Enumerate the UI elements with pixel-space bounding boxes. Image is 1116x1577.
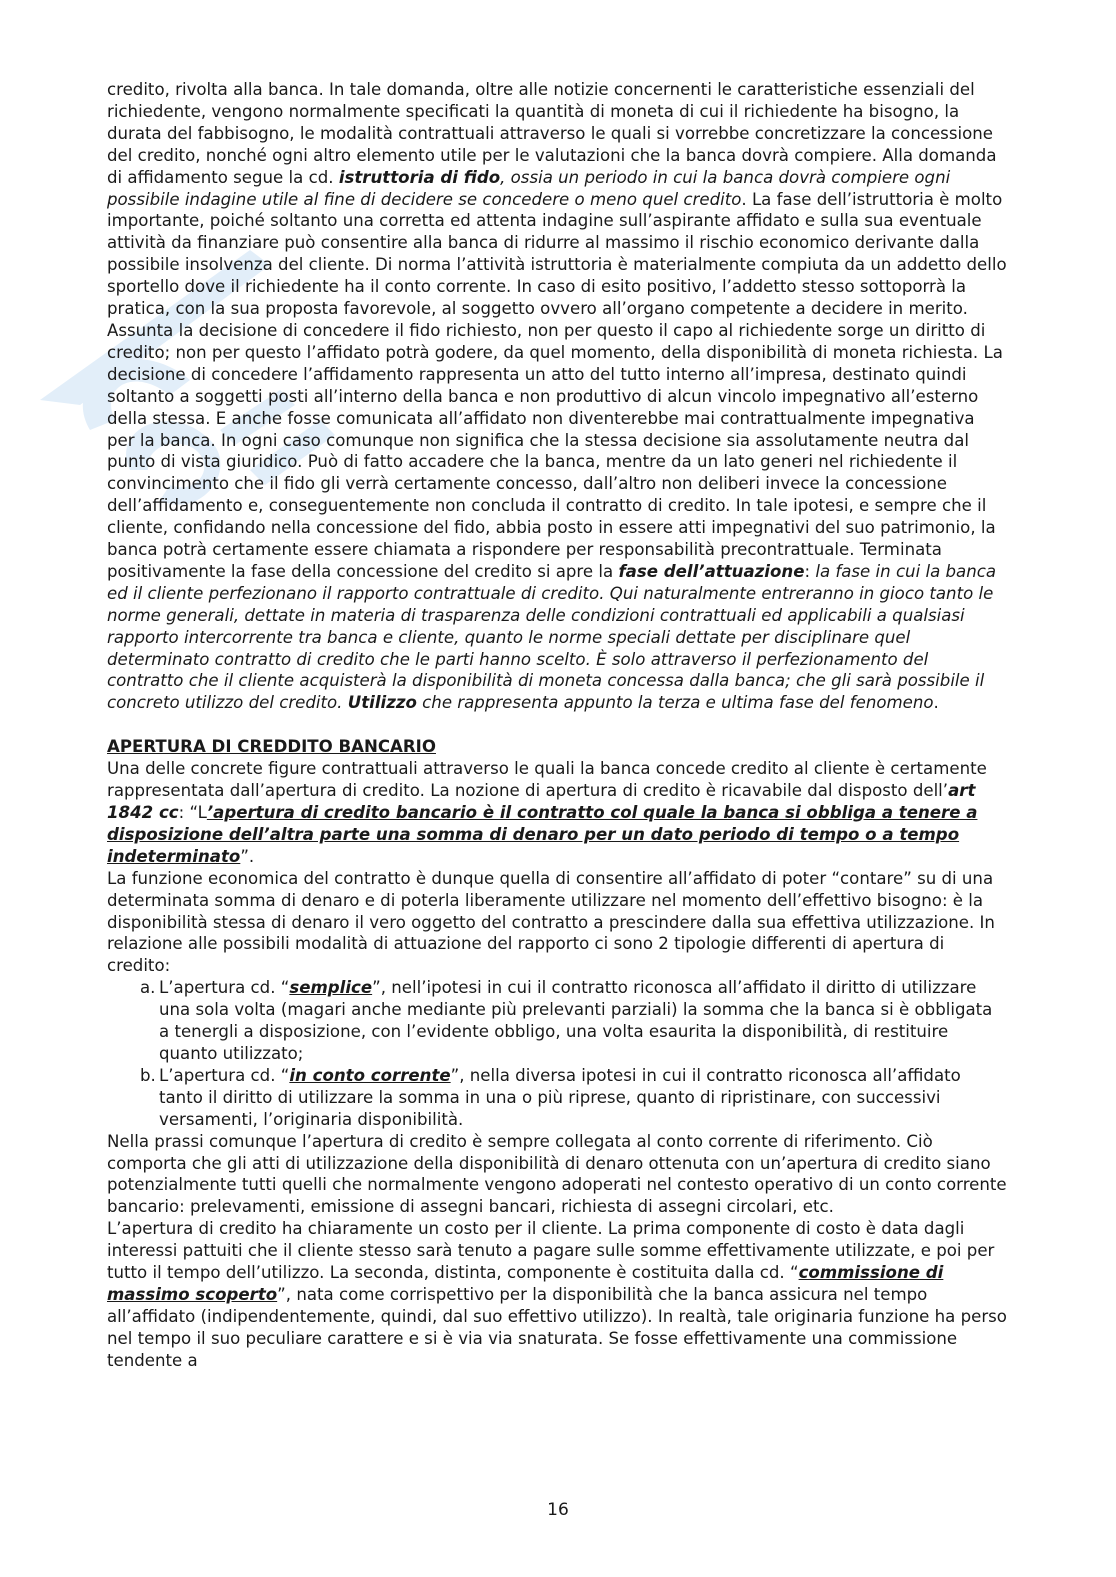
term-semplice: semplice <box>289 978 373 998</box>
paragraph-definition <box>107 758 1007 868</box>
paragraph-practice: Nella prassi comunque l’apertura di credito è sempre collegata al conto corrente di riferimento. Ciò comporta che gli atti di utilizzazione della disponibilità di denaro ottenuta con un’apertura di credito siano potenzialmente tutti quelli che normalmente vengono adoperati nel contesto operativo di un conto corrente bancario: prelevamenti, emissione di assegni bancari, richiesta di assegni circolari, etc. <box>107 1131 1007 1217</box>
term-utilizzo: Utilizzo <box>347 693 417 713</box>
text-run: ”, nell’ipotesi in cui il contratto riconosca all’affidato il diritto di utilizzare una sola volta (magari anche mediante più prelevanti parziali) la somma che la banca si è obbligata a tenergli a disposizione, con l’evidente obbligo, una volta esaurita la disponibilità, di restituire quanto utilizzato; <box>159 978 993 1063</box>
text-run: ”. <box>240 846 255 866</box>
text-run: : <box>804 561 816 581</box>
text-run: . La fase dell’istruttoria è molto importante, poiché soltanto una corretta ed attenta indagine sull’aspirante affidato e sulla sua eventuale attività da finanziare può consentire alla banca di ridurre al massimo il rischio economico derivante dalla possibile insolvenza del cliente. Di norma l’attività istruttoria è materialmente compiuta da un addetto dello sportello dove il richiedente ha il conto corrente. In caso di esito positivo, l’addetto stesso sottoporrà la pratica, con la sua proposta favorevole, al soggetto ovvero all’organo competente a decidere in merito. Assunta la decisione di concedere il fido richiesto, non per questo il capo al richiedente sorge un diritto di credito; non per questo l’affidato potrà godere, da quel momento, della disponibilità di moneta richiesta. La decisione di concedere l’affidamento rappresenta un atto del tutto interno all’impresa, destinato quindi soltanto a soggetti posti all’interno della banca e non produttivo di alcun vincolo impegnativo all’esterno della stessa. E anche fosse comunicata all’affidato non diventerebbe mai contrattualmente impegnativa per la banca. In ogni caso comunque non significa che la stessa decisione sia assolutamente neutra dal punto di vista giuridico. Può di fatto accadere che la banca, mentre da un lato generi nel richiedente il convincimento che il fido gli verrà certamente concesso, dall’altro non deliberi invece la concessione dell’affidamento e, conseguentemente non concluda il contratto di credito. In tale ipotesi, e sempre che il cliente, confidando nella concessione del fido, abbia posto in essere atti impegnativi del suo patrimonio, la banca potrà certamente essere chiamata a rispondere per responsabilità precontrattuale. Terminata positivamente la fase della concessione del credito si apre la <box>107 189 1007 581</box>
text-run: Una delle concrete figure contrattuali attraverso le quali la banca concede credito al cliente è certamente rappresentata dall’apertura di credito. La nozione di apertura di credito è ricavabile dal disposto dell’ <box>107 759 987 801</box>
italic-run: che rappresenta appunto la terza e ultima fase del fenomeno <box>416 693 934 713</box>
list-item <box>107 1065 1007 1131</box>
term-istruttoria-di-fido: istruttoria di fido <box>338 167 501 187</box>
paragraph-cost <box>107 1218 1007 1371</box>
text-run: L’apertura cd. “ <box>159 1065 290 1085</box>
term-commissione-massimo-scoperto: commissione di massimo scoperto <box>107 1263 944 1304</box>
section-heading: APERTURA DI CREDDITO BANCARIO <box>107 737 436 757</box>
text-run: L’apertura di credito ha chiaramente un costo per il cliente. La prima componente di costo è data dagli interessi pattuiti che il cliente stesso sarà tenuto a pagare sulle somme effettivamente utilizzate, e poi per tutto il tempo dell’utilizzo. La seconda, distinta, componente è costituita dalla cd. “ <box>107 1219 995 1283</box>
typology-list <box>107 977 1007 1130</box>
text-run: . <box>933 693 939 713</box>
text-content <box>107 79 1007 1372</box>
paragraph-economic-function: La funzione economica del contratto è dunque quella di consentire all’affidato di poter “contare” su di una determinata somma di denaro e di poterla liberamente utilizzare nel momento dell’effettivo bisogno: è la disponibilità stessa di denaro il vero oggetto del contratto a prescindere dalla sua effettiva utilizzazione. In relazione alle possibili modalità di attuazione del rapporto ci sono 2 tipologie differenti di apertura di credito: <box>107 868 995 976</box>
text-run: L’apertura cd. “ <box>159 978 290 998</box>
text-run: ”, nata come corrispettivo per la disponibilità che la banca assicura nel tempo all’affidato (indipendentemente, quindi, dal suo effettivo utilizzo). In realtà, tale originaria funzione ha perso nel tempo il suo peculiare carattere e si è via via snaturata. Se fosse effettivamente una commissione tendente a <box>107 1284 1007 1370</box>
paragraph-credit-phases <box>107 79 1007 714</box>
list-marker: b. <box>140 1065 156 1085</box>
text-run: ”, nella diversa ipotesi in cui il contratto riconosca all’affidato tanto il diritto di utilizzare la somma in una o più riprese, quanto di ripristinare, con successivi versamenti, l’originaria disponibilità. <box>159 1065 961 1129</box>
list-item <box>107 977 1007 1065</box>
term-in-conto-corrente: in conto corrente <box>289 1065 451 1085</box>
list-marker: a. <box>140 978 156 998</box>
page-number: 16 <box>547 1500 569 1520</box>
legal-definition-quote: ’apertura di credito bancario è il contratto col quale la banca si obbliga a tenere a disposizione dell’altra parte una somma di denaro per un dato periodo di tempo o a tempo indeterminato <box>107 803 978 866</box>
term-art-1842: art 1842 cc <box>107 781 976 822</box>
paragraph-spacer <box>107 714 1007 736</box>
italic-run: la fase in cui la banca ed il cliente perfezionano il rapporto contrattuale di credito. Qui naturalmente entreranno in gioco tanto le norme generali, dettate in materia di trasparenza delle condizioni contrattuali ed applicabili a qualsiasi rapporto intercorrente tra banca e cliente, quanto le norme speciali dettate per disciplinare quel determinato contratto di credito che le parti hanno scelto. È solo attraverso il perfezionamento del contratto che il cliente acquisterà la disponibilità di moneta concessa dalla banca; che gli sarà possibile il concreto utilizzo del credito. <box>107 561 997 713</box>
term-fase-attuazione: fase dell’attuazione <box>618 561 805 581</box>
text-run: credito, rivolta alla banca. In tale domanda, oltre alle notizie concernenti le caratteristiche essenziali del richiedente, vengono normalmente specificati la quantità di moneta di cui il richiedente ha bisogno, la durata del fabbisogno, le modalità contrattuali attraverso le quali si vorrebbe concretizzare la concessione del credito, nonché ogni altro elemento utile per le valutazioni che la banca dovrà compiere. Alla domanda di affidamento segue la cd. <box>107 80 997 187</box>
text-run: : “L <box>178 803 207 822</box>
italic-run: , ossia un periodo in cui la banca dovrà compiere ogni possibile indagine utile al fine di decidere se concedere o meno quel credito <box>107 167 951 209</box>
